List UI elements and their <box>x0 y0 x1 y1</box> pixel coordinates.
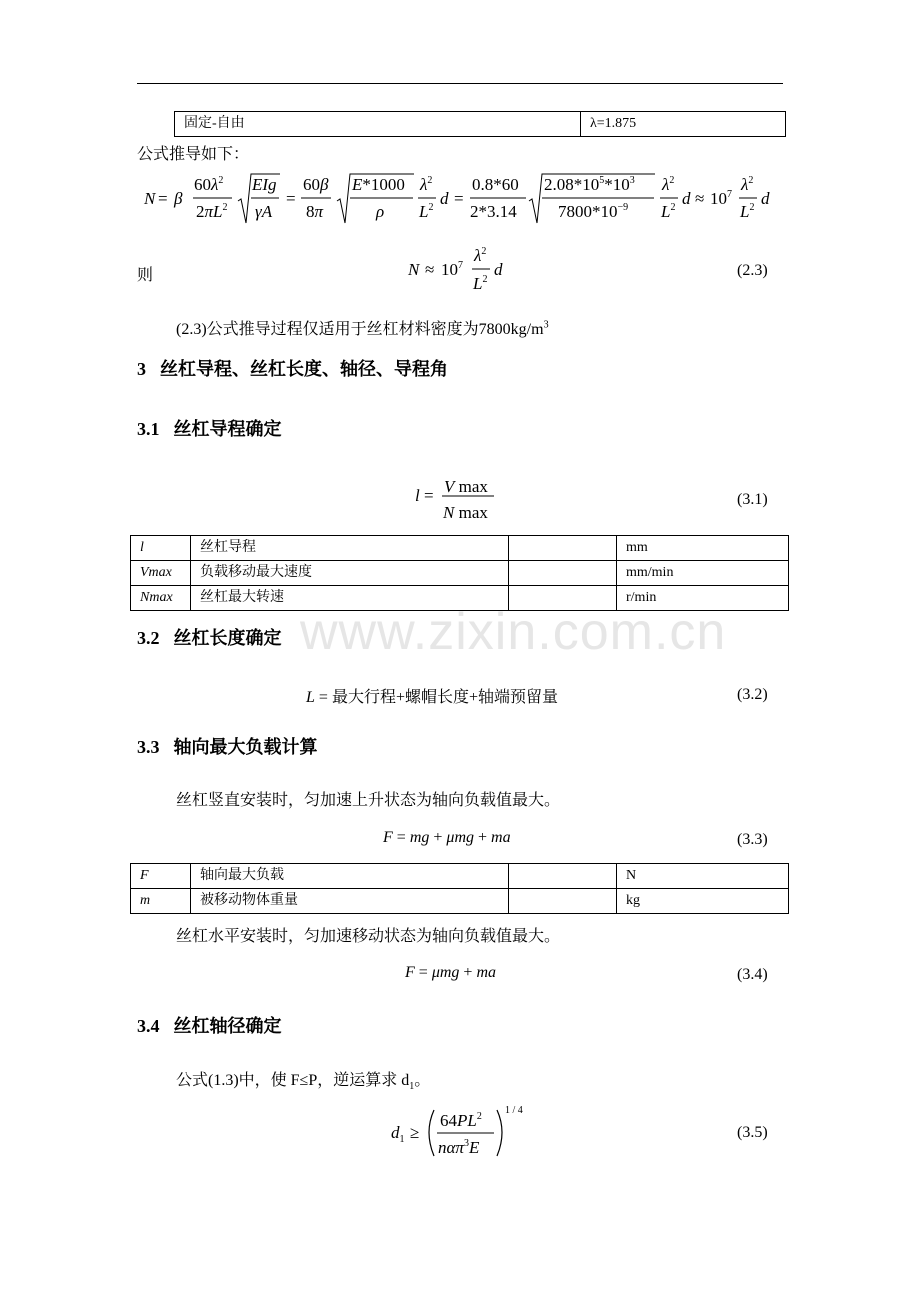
equation-3-2: L = 最大行程+螺帽长度+轴端预留量 <box>306 689 558 706</box>
svg-text:8π: 8π <box>306 202 324 221</box>
symbol-cell: m <box>131 889 191 914</box>
value-cell <box>509 536 617 561</box>
svg-text:=: = <box>454 189 464 208</box>
watermark: www.zixin.com.cn <box>300 603 727 661</box>
svg-text:0.8*60: 0.8*60 <box>472 175 519 194</box>
description-cell: 丝杠导程 <box>191 536 509 561</box>
table-3-1 <box>130 535 789 611</box>
section-number: 3.1 <box>137 419 160 439</box>
svg-text:d: d <box>440 189 449 208</box>
paragraph-vertical: 丝杠竖直安装时，匀加速上升状态为轴向负载值最大。 <box>176 792 561 809</box>
svg-text:l: l <box>415 486 420 505</box>
section-title: 轴向最大负载计算 <box>173 737 318 758</box>
section-title: 丝杠导程、丝杠长度、轴径、导程角 <box>160 359 448 380</box>
section-3-heading <box>137 355 448 381</box>
svg-text:V max: V max <box>444 477 488 496</box>
symbol-cell: Vmax <box>131 561 191 586</box>
svg-text:=: = <box>158 189 168 208</box>
derivation-equation <box>140 165 790 235</box>
eq-lhs: L <box>306 689 315 706</box>
svg-text:2.08*105*103: $2.08*10^5*10^3$ <box>544 175 635 194</box>
description-cell: 被移动物体重量 <box>191 889 509 914</box>
svg-text:1 / 4: 1 / 4 <box>505 1105 523 1116</box>
eq-3-1-number: (3.1) <box>737 491 768 508</box>
section-3-4-heading <box>137 1012 282 1038</box>
value-cell <box>509 889 617 914</box>
section-title: 丝杠长度确定 <box>173 628 282 649</box>
equation-3-1 <box>412 474 502 528</box>
svg-text:β: β <box>174 189 183 208</box>
description-cell: 丝杠最大转速 <box>191 586 509 611</box>
unit-cell: mm/min <box>617 561 789 586</box>
symbol-cell: F <box>131 864 191 889</box>
eq-rhs: 最大行程+螺帽长度+轴端预留量 <box>331 689 558 706</box>
unit-cell: mm <box>617 536 789 561</box>
paragraph-horizontal: 丝杠水平安装时，匀加速移动状态为轴向负载值最大。 <box>176 928 561 945</box>
unit-cell: r/min <box>617 586 789 611</box>
eq-3-4-number: (3.4) <box>737 966 768 983</box>
svg-text:ρ: ρ <box>376 202 385 221</box>
svg-text:64PL2: $64PL^2$ <box>440 1111 482 1130</box>
symbol-cell: Nmax <box>131 586 191 611</box>
table-row <box>131 889 789 914</box>
equation-3-3: F = mg + μmg + ma <box>383 829 511 846</box>
svg-text:d: d <box>761 189 770 208</box>
section-3-2-heading <box>137 624 282 650</box>
eq-2-3-prefix: 则 <box>137 267 154 284</box>
svg-text:λ2: $\lambda^2$ <box>662 175 675 194</box>
table-row <box>131 864 789 889</box>
lambda-cell: λ=1.875 <box>581 112 786 137</box>
svg-text:N max: N max <box>443 503 488 522</box>
section-3-3-heading <box>137 733 318 759</box>
paragraph-3-4 <box>176 1067 430 1092</box>
svg-text:λ2: $\lambda^2$ <box>420 175 433 194</box>
unit-cell: kg <box>617 889 789 914</box>
svg-text:N: N <box>144 189 156 208</box>
svg-text:E*1000: E*1000 <box>352 175 405 194</box>
svg-text:≈: ≈ <box>695 189 705 208</box>
equation-3-5 <box>388 1098 548 1164</box>
eq-3-3-number: (3.3) <box>737 831 768 848</box>
svg-text:=: = <box>424 486 434 505</box>
svg-text:N: N <box>408 260 420 279</box>
note-2-3-text: (2.3)公式推导过程仅适用于丝杠材料密度为7800kg/m <box>176 321 544 338</box>
svg-text:2πL2: $2\pi L^2$ <box>196 202 228 221</box>
svg-text:60β: 60β <box>303 175 329 194</box>
svg-text:2*3.14: 2*3.14 <box>470 202 517 221</box>
svg-text:nαπ3E: nαπ$^3$E <box>438 1138 480 1157</box>
section-number: 3.3 <box>137 737 160 757</box>
paragraph-end: 。 <box>414 1072 431 1089</box>
svg-text:L2: $L^2$ <box>661 202 676 221</box>
description-cell: 轴向最大负载 <box>191 864 509 889</box>
svg-text:L2: $L^2$ <box>473 274 488 293</box>
section-number: 3.4 <box>137 1016 160 1036</box>
svg-text:EIg: EIg <box>252 175 277 194</box>
value-cell <box>509 864 617 889</box>
table-row <box>175 112 786 137</box>
subscript: 1 <box>409 1081 415 1093</box>
svg-text:≥: ≥ <box>410 1123 420 1142</box>
svg-text:60λ2: $60\lambda^2$ <box>194 175 224 194</box>
derivation-intro: 公式推导如下： <box>137 146 250 163</box>
table-row <box>131 536 789 561</box>
svg-text:L2: $L^2$ <box>740 202 755 221</box>
svg-text:d: d <box>682 189 691 208</box>
eq-3-5-number: (3.5) <box>737 1124 768 1141</box>
support-table <box>174 111 786 137</box>
header-rule <box>137 83 783 84</box>
svg-text:107: $10^7$ <box>710 189 732 208</box>
eq-2-3-number: (2.3) <box>737 262 768 279</box>
note-2-3 <box>176 316 549 339</box>
svg-text:d1: $d_1$ <box>391 1123 405 1145</box>
description-cell: 负载移动最大速度 <box>191 561 509 586</box>
svg-text:λ2: $\lambda^2$ <box>474 246 487 265</box>
value-cell <box>509 561 617 586</box>
support-type-cell: 固定-自由 <box>175 112 581 137</box>
section-number: 3.2 <box>137 628 160 648</box>
section-number: 3 <box>137 359 146 379</box>
svg-text:=: = <box>286 189 296 208</box>
svg-text:107: $10^7$ <box>441 260 463 279</box>
svg-text:λ2: $\lambda^2$ <box>741 175 754 194</box>
section-3-1-heading <box>137 415 282 441</box>
table-3-3 <box>130 863 789 914</box>
svg-text:γA: γA <box>255 202 273 221</box>
table-row <box>131 561 789 586</box>
symbol-cell: l <box>131 536 191 561</box>
svg-text:d: d <box>494 260 503 279</box>
section-title: 丝杠导程确定 <box>173 419 282 440</box>
svg-text:7800*10−9: $7800*10^{-9}$ <box>558 202 629 221</box>
unit-cell: N <box>617 864 789 889</box>
equation-3-4: F = μmg + ma <box>405 964 496 981</box>
paragraph-text: 公式(1.3)中，使 F≤P，逆运算求 d <box>176 1072 410 1089</box>
section-title: 丝杠轴径确定 <box>173 1016 282 1037</box>
svg-text:≈: ≈ <box>425 260 435 279</box>
eq-3-2-number: (3.2) <box>737 686 768 703</box>
note-2-3-sup: 3 <box>543 319 549 331</box>
svg-text:L2: $L^2$ <box>419 202 434 221</box>
equation-2-3 <box>405 243 515 299</box>
